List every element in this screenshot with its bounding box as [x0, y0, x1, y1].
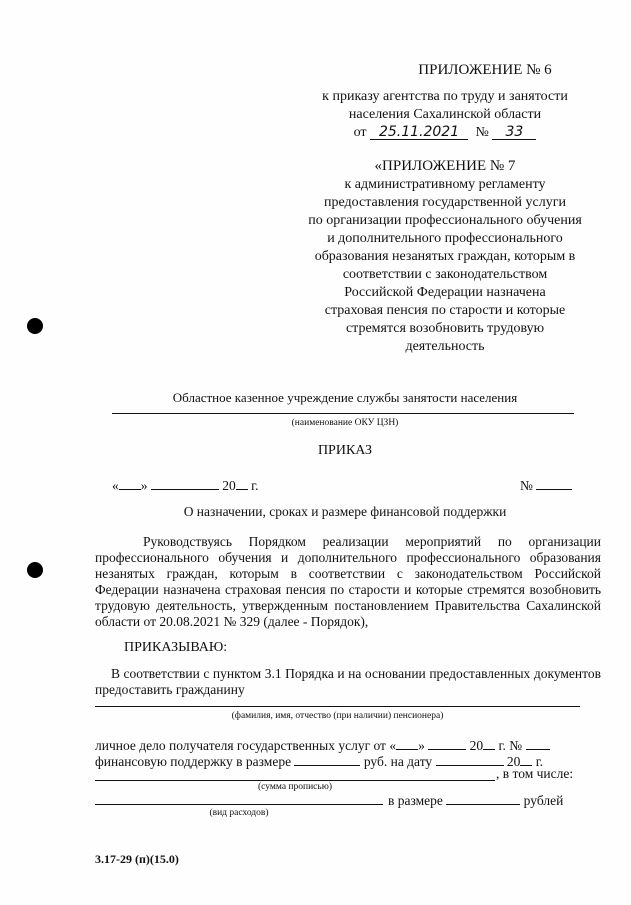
- appendix7-title: «ПРИЛОЖЕНИЕ № 7: [374, 158, 516, 174]
- order-year-blank[interactable]: [236, 476, 248, 490]
- appendix7-line: по организации профессионального обучения: [308, 213, 582, 228]
- personal-file-day-blank[interactable]: [396, 736, 418, 750]
- order-word: ПРИКАЗЫВАЮ:: [124, 640, 228, 655]
- appendix7-line: страховая пенсия по старости и которые: [324, 303, 566, 318]
- support-year-blank[interactable]: [520, 752, 532, 766]
- appendix6-line2: населения Сахалинской области: [348, 107, 542, 122]
- appendix7-line: деятельность: [405, 339, 485, 354]
- order-date-row: « » 20 г.: [112, 478, 259, 493]
- personal-file-year-blank[interactable]: [483, 736, 495, 750]
- order-number-row: №: [520, 476, 572, 494]
- order-number-handwritten: 33: [492, 126, 536, 140]
- org-name: Областное казенное учреждение службы занятости населения: [172, 390, 518, 405]
- sum-caption: (сумма прописью): [258, 782, 332, 792]
- order-subject: О назначении, сроках и размере финансовой поддержки: [183, 504, 507, 519]
- personal-file-number-blank[interactable]: [526, 736, 550, 750]
- appendix7-block: [290, 156, 600, 356]
- order-day-blank[interactable]: [119, 476, 141, 490]
- fio-line[interactable]: [95, 706, 580, 707]
- order-date-handwritten: 25.11.2021: [370, 126, 468, 140]
- appendix7-line: предоставления государственной услуги: [324, 195, 566, 210]
- personal-file-month-blank[interactable]: [428, 736, 466, 750]
- paragraph-provide: В соответствии с пунктом 3.1 Порядка и на основании предоставленных документов предоставить гражданину: [95, 666, 601, 697]
- support-amount-row: финансовую поддержку в размере руб. на дату 20 г.: [95, 754, 544, 769]
- expense-amount-row: в размере рублей: [388, 793, 564, 808]
- org-name-line: [112, 413, 574, 414]
- punch-hole-top: [27, 318, 43, 334]
- appendix6-title: ПРИЛОЖЕНИЕ № 6: [418, 62, 552, 78]
- appendix7-line: соответствии с законодательством: [342, 267, 548, 282]
- appendix6-line1: к приказу агентства по труду и занятости: [322, 89, 568, 104]
- order-month-blank[interactable]: [151, 476, 219, 490]
- expense-amount-blank[interactable]: [446, 791, 520, 805]
- support-amount-blank[interactable]: [294, 752, 360, 766]
- fio-caption: (фамилия, имя, отчество (при наличии) пенсионера): [231, 711, 444, 721]
- personal-file-row: личное дело получателя государственных услуг от « » 20 г. №: [95, 736, 550, 754]
- appendix7-line: образования незанятых граждан, которым в: [314, 249, 576, 264]
- sum-words-line[interactable]: [95, 780, 495, 781]
- expense-line[interactable]: [95, 804, 383, 805]
- support-date-blank[interactable]: [436, 752, 504, 766]
- appendix7-line: стремятся возобновить трудовую: [345, 321, 545, 336]
- punch-hole-bottom: [27, 562, 43, 578]
- appendix7-line: и дополнительного профессионального: [327, 231, 563, 246]
- order-title: ПРИКАЗ: [317, 443, 373, 458]
- order-from-label: от: [353, 125, 367, 140]
- order-reference: [290, 124, 600, 142]
- appendix6-block: [290, 60, 600, 142]
- expense-caption: (вид расходов): [209, 808, 269, 818]
- guided-by-paragraph: Руководствуясь Порядком реализации мероприятий по организации профессионального обучения и дополнительного профессионального образования незанятых граждан, которым в соответствии с законодательством Российской Федерации назначена страховая пенсия по старости и которые стремятся возобновить трудовую деятельность, утвержденным постановлением Правительства Сахалинской области от 20.08.2021 № 329 (далее - Порядок),: [95, 534, 601, 629]
- form-code: 3.17-29 (п)(15.0): [95, 852, 179, 866]
- including-label: , в том числе:: [496, 766, 574, 781]
- appendix7-line: Российской Федерации назначена: [344, 285, 546, 300]
- order-no-sign: №: [475, 125, 489, 140]
- order-number-blank[interactable]: [536, 476, 572, 490]
- appendix7-line: к административному регламенту: [344, 177, 546, 192]
- org-caption: (наименование ОКУ ЦЗН): [291, 418, 399, 428]
